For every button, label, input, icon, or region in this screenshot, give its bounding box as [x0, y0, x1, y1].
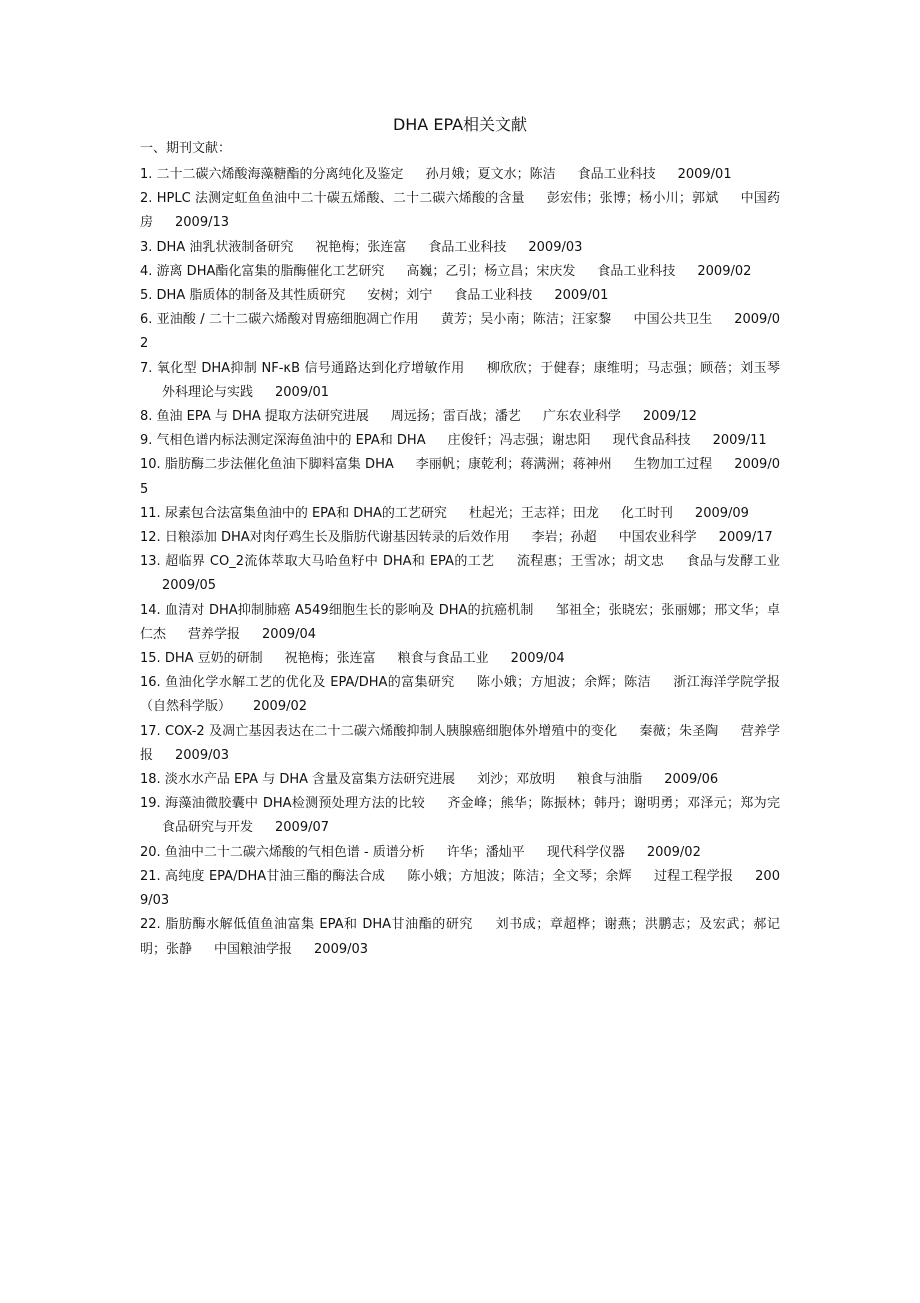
reference-issue: 2009/03	[528, 239, 583, 255]
reference-item	[140, 865, 780, 913]
reference-item	[140, 647, 780, 671]
reference-number: 12.	[140, 530, 161, 546]
reference-journal: 过程工程学报	[653, 868, 734, 884]
reference-journal: 食品与发酵工业	[686, 554, 780, 570]
reference-item	[140, 405, 780, 429]
reference-authors: 彭宏伟；张博；杨小川；郭斌	[546, 191, 719, 207]
reference-authors: 杜起光；王志祥；田龙	[468, 505, 599, 521]
reference-issue: 2009/09	[694, 505, 749, 521]
reference-title: 海藻油微胶囊中 DHA检测预处理方法的比较	[165, 796, 426, 812]
reference-item	[140, 187, 780, 235]
reference-title: 脂肪酶水解低值鱼油富集 EPA和 DHA甘油酯的研究	[165, 917, 473, 933]
reference-number: 11.	[140, 505, 161, 521]
reference-journal: 外科理论与实践	[162, 384, 254, 400]
document-title: DHA EPA相关文献	[392, 115, 528, 134]
reference-title: COX-2 及凋亡基因表达在二十二碳六烯酸抑制人胰腺癌细胞体外增殖中的变化	[165, 723, 618, 739]
reference-number: 10.	[140, 457, 161, 473]
reference-item	[140, 453, 780, 501]
reference-issue: 2009/02	[253, 699, 308, 715]
reference-item	[140, 768, 780, 792]
reference-item	[140, 284, 780, 308]
reference-authors: 齐金峰；熊华；陈振林；韩丹；谢明勇；邓泽元；郑为完	[447, 796, 780, 812]
reference-number: 16.	[140, 675, 161, 691]
reference-issue: 2009/12	[642, 409, 697, 425]
reference-authors: 安树；刘宁	[367, 288, 433, 304]
reference-item	[140, 720, 780, 768]
reference-authors: 刘沙；邓放明	[477, 772, 556, 788]
reference-title: HPLC 法测定虹鱼鱼油中二十碳五烯酸、二十二碳六烯酸的含量	[156, 191, 525, 207]
reference-journal: 浙江海洋学院学报（自然科学版）	[140, 675, 780, 715]
reference-item	[140, 671, 780, 719]
reference-item	[140, 429, 780, 453]
reference-number: 19.	[140, 796, 161, 812]
reference-number: 18.	[140, 772, 161, 788]
reference-authors: 孙月娥；夏文水；陈洁	[425, 167, 556, 182]
reference-title: 淡水水产品 EPA 与 DHA 含量及富集方法研究进展	[164, 772, 456, 788]
reference-issue: 2009/01	[554, 288, 609, 304]
reference-number: 8.	[140, 409, 153, 425]
reference-journal: 食品工业科技	[597, 263, 676, 279]
reference-item	[140, 913, 780, 961]
section-heading: 一、期刊文献：	[140, 141, 232, 156]
reference-item	[140, 599, 780, 647]
reference-issue: 2009/01	[275, 384, 330, 400]
reference-title: 亚油酸 / 二十二碳六烯酸对胃癌细胞凋亡作用	[156, 312, 419, 328]
reference-authors: 流程惠；王雪冰；胡文忠	[516, 554, 665, 570]
reference-journal: 食品工业科技	[454, 288, 533, 304]
reference-number: 1.	[140, 167, 153, 182]
reference-number: 20.	[140, 844, 161, 860]
reference-issue: 2009/02	[697, 263, 752, 279]
reference-number: 9.	[140, 433, 153, 449]
reference-title: DHA 脂质体的制备及其性质研究	[156, 288, 346, 304]
reference-authors: 秦薇；朱圣陶	[639, 723, 719, 739]
reference-number: 4.	[140, 263, 153, 279]
reference-issue: 2009/13	[175, 215, 230, 231]
reference-journal: 广东农业科学	[542, 409, 621, 425]
reference-journal: 营养学报	[140, 723, 780, 763]
reference-authors: 周远扬；雷百战；潘艺	[390, 409, 521, 425]
reference-authors: 陈小娥；方旭波；陈洁；全文琴；余辉	[407, 868, 632, 884]
reference-item	[140, 163, 780, 187]
reference-issue: 2009/05	[162, 578, 217, 594]
reference-number: 22.	[140, 917, 161, 933]
reference-item	[140, 526, 780, 550]
reference-title: 鱼油化学水解工艺的优化及 EPA/DHA的富集研究	[165, 675, 455, 691]
reference-number: 5.	[140, 288, 153, 304]
reference-title: 血清对 DHA抑制肺癌 A549细胞生长的影响及 DHA的抗癌机制	[165, 602, 534, 618]
reference-item	[140, 841, 780, 865]
reference-title: 脂肪酶二步法催化鱼油下脚料富集 DHA	[164, 457, 394, 473]
reference-issue: 2009/06	[664, 772, 719, 788]
reference-journal: 现代科学仪器	[546, 844, 625, 860]
reference-issue: 2009/17	[718, 530, 773, 546]
reference-authors: 柳欣欣；于健春；康维明；马志强；顾蓓；刘玉琴	[486, 360, 780, 376]
reference-journal: 生物加工过程	[633, 457, 713, 473]
reference-item	[140, 236, 780, 260]
reference-title: 高纯度 EPA/DHA甘油三酯的酶法合成	[165, 868, 386, 884]
reference-issue: 2009/01	[677, 167, 732, 182]
reference-item	[140, 502, 780, 526]
reference-authors: 陈小娥；方旭波；余辉；陈洁	[476, 675, 651, 691]
reference-number: 13.	[140, 554, 161, 570]
reference-number: 6.	[140, 312, 153, 328]
reference-issue: 2009/03	[314, 941, 369, 957]
reference-title: 二十二碳六烯酸海藻糖酯的分离纯化及鉴定	[156, 167, 404, 182]
reference-issue: 2009/07	[275, 820, 330, 836]
reference-authors: 刘书成；章超桦；谢燕；洪鹏志；及宏武；郝记明；张静	[140, 917, 780, 957]
reference-issue: 2009/04	[262, 626, 317, 642]
reference-number: 17.	[140, 723, 161, 739]
reference-authors: 祝艳梅；张连富	[284, 651, 376, 667]
reference-title: 氧化型 DHA抑制 NF-κB 信号通路达到化疗增敏作用	[156, 360, 465, 376]
reference-journal: 食品工业科技	[428, 239, 507, 255]
reference-authors: 高巍；乙引；杨立昌；宋庆发	[406, 263, 576, 279]
reference-item	[140, 260, 780, 284]
reference-authors: 许华；潘灿平	[446, 844, 525, 860]
reference-item	[140, 550, 780, 598]
reference-journal: 中国农业科学	[618, 530, 697, 546]
reference-issue: 2009/11	[712, 433, 767, 449]
reference-journal: 化工时刊	[620, 505, 673, 521]
reference-authors: 庄俊钎；冯志强；谢忠阳	[447, 433, 591, 449]
reference-issue: 2009/03	[175, 747, 230, 763]
reference-title: DHA 豆奶的研制	[164, 651, 263, 667]
reference-item	[140, 308, 780, 356]
reference-title: 鱼油中二十二碳六烯酸的气相色谱 - 质谱分析	[164, 844, 425, 860]
reference-journal: 营养学报	[188, 626, 241, 642]
reference-issue: 2009/02	[140, 312, 780, 352]
reference-title: 超临界 CO_2流体萃取大马哈鱼籽中 DHA和 EPA的工艺	[165, 554, 495, 570]
reference-number: 21.	[140, 868, 161, 884]
reference-journal: 中国公共卫生	[633, 312, 713, 328]
reference-journal: 粮食与食品工业	[397, 651, 489, 667]
reference-number: 7.	[140, 360, 153, 376]
reference-journal: 食品工业科技	[577, 167, 656, 182]
reference-title: 游离 DHA酯化富集的脂酶催化工艺研究	[156, 263, 385, 279]
reference-authors: 黄芳；吴小南；陈洁；汪家黎	[440, 312, 612, 328]
reference-issue: 2009/05	[140, 457, 780, 497]
reference-number: 14.	[140, 602, 161, 618]
reference-authors: 李丽帆；康乾利；蒋满洲；蒋神州	[415, 457, 612, 473]
reference-issue: 2009/03	[140, 868, 780, 909]
reference-issue: 2009/02	[646, 844, 701, 860]
reference-item	[140, 357, 780, 405]
reference-journal: 中国药房	[140, 191, 780, 231]
reference-title: 鱼油 EPA 与 DHA 提取方法研究进展	[156, 409, 369, 425]
reference-title: DHA 油乳状液制备研究	[156, 239, 294, 255]
reference-journal: 食品研究与开发	[162, 820, 254, 836]
reference-item	[140, 792, 780, 840]
reference-journal: 现代食品科技	[612, 433, 691, 449]
reference-authors: 祝艳梅；张连富	[315, 239, 407, 255]
reference-number: 2.	[140, 191, 153, 207]
reference-journal: 中国粮油学报	[214, 941, 293, 957]
reference-list	[140, 163, 780, 962]
reference-title: 尿素包合法富集鱼油中的 EPA和 DHA的工艺研究	[164, 505, 447, 521]
reference-title: 气相色谱内标法测定深海鱼油中的 EPA和 DHA	[156, 433, 426, 449]
reference-number: 15.	[140, 651, 161, 667]
reference-authors: 李岩；孙超	[531, 530, 597, 546]
reference-authors: 邹祖全；张晓宏；张丽娜；邢文华；卓仁杰	[140, 602, 780, 642]
reference-title: 日粮添加 DHA对肉仔鸡生长及脂肪代谢基因转录的后效作用	[164, 530, 510, 546]
reference-journal: 粮食与油脂	[577, 772, 643, 788]
reference-number: 3.	[140, 239, 153, 255]
reference-issue: 2009/04	[510, 651, 565, 667]
